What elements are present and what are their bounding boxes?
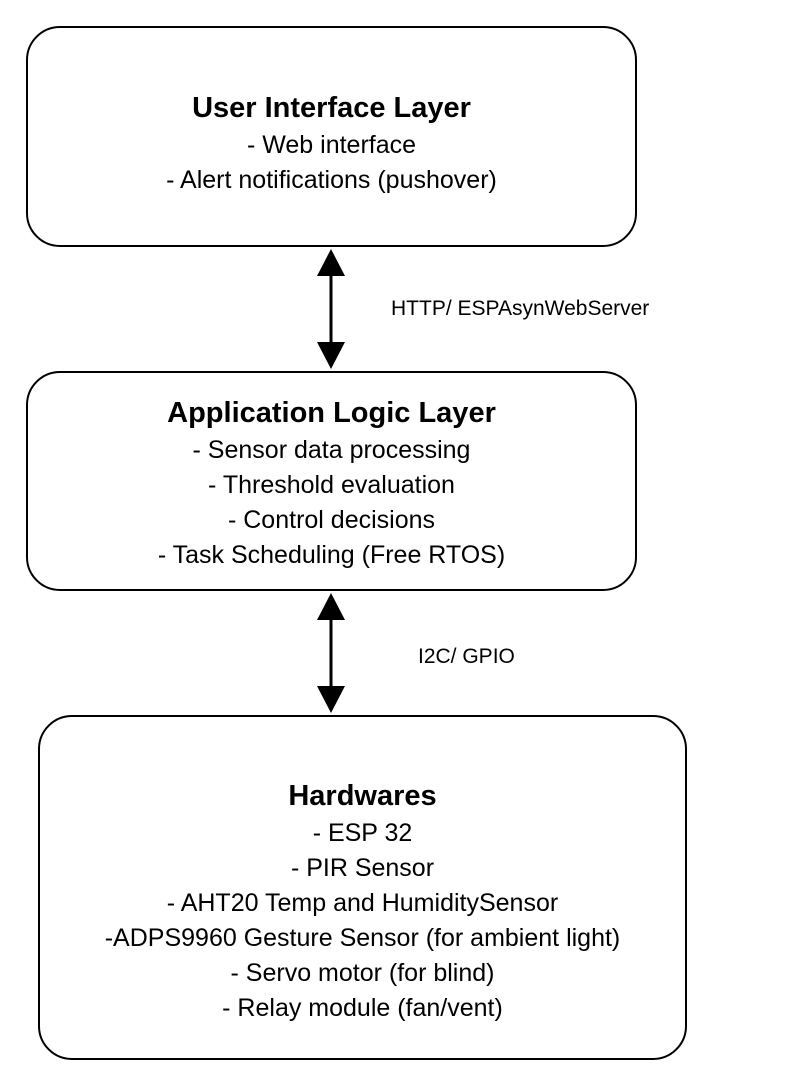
application-logic-layer-items [28,433,635,573]
application-logic-layer-box [26,371,637,591]
list-item: - Sensor data processing [192,436,471,464]
user-interface-layer-box [26,26,637,247]
list-item: - Relay module (fan/vent) [222,994,503,1022]
application-logic-layer-title: Application Logic Layer [167,397,496,429]
arrowhead-up-icon [317,249,345,276]
list-item: - Servo motor (for blind) [230,959,495,987]
list-item: - Threshold evaluation [208,471,455,499]
hardwares-items [40,816,685,1026]
connector-app-hw-label: I2C/ GPIO [418,645,515,668]
list-item: - PIR Sensor [290,854,435,882]
hardwares-title: Hardwares [288,780,437,812]
arrowhead-down-icon [317,342,345,369]
list-item: -ADPS9960 Gesture Sensor (for ambient light) [104,924,621,952]
hardwares-box [38,715,687,1060]
list-item: - AHT20 Temp and HumiditySensor [166,889,559,917]
list-item: - Control decisions [227,506,436,534]
list-item: - ESP 32 [312,819,413,847]
list-item: - Task Scheduling (Free RTOS) [157,541,506,569]
connector-ui-app-label: HTTP/ ESPAsynWebServer [391,297,650,320]
arrowhead-up-icon [317,593,345,620]
list-item: - Web interface [246,131,417,159]
arrowhead-down-icon [317,686,345,713]
user-interface-layer-title: User Interface Layer [192,92,471,124]
connector-ui-app [317,249,345,369]
connector-app-hw [317,593,345,713]
list-item: - Alert notifications (pushover) [166,166,497,194]
user-interface-layer-items [28,128,635,198]
